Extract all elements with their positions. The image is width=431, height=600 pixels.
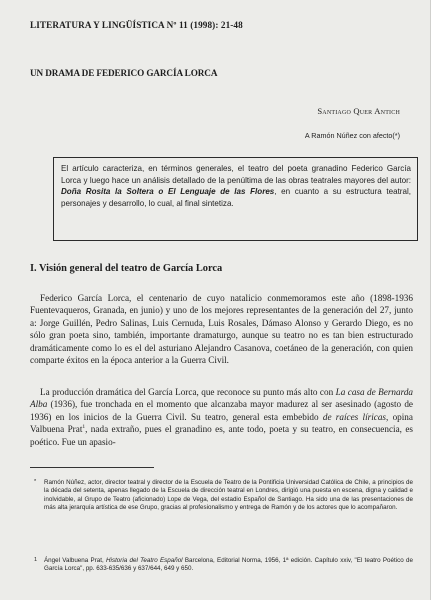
abstract-box: [53, 157, 418, 241]
footnote-1-author: Ángel Valbuena Prat,: [44, 557, 107, 564]
paragraph-2-text-d: , nada extraño, pues el granadino es, ante todo, poeta y su teatro, en consecuencia, es poético. Fue un apasio-: [30, 424, 413, 447]
article-title: UN DRAMA DE FEDERICO GARCÍA LORCA: [30, 68, 218, 78]
paragraph-2-quote: de raíces líricas: [322, 411, 386, 422]
footnote-1: [34, 557, 413, 574]
abstract-text-end: , en cuanto a su estructura teatral, personajes y desarrollo, lo cual, al final sintetiza.: [61, 187, 411, 208]
abstract-text-start: El artículo caracteriza, en términos generales, el teatro del poeta granadino Federico García Lorca y luego hace un análisis detallado de la penúltima de las obras teatrales mayores del autor:: [61, 164, 411, 185]
paragraph-2-text-a: La producción dramática del García Lorca, que reconoce su punto más alto con: [40, 387, 336, 397]
footnote-dedication-text: Ramón Núñez, actor, director teatral y director de la Escuela de Teatro de la Pontificia Universidad Católica de Chile, a principios de la década del setenta, apenas llegado de la Escuela de dirección teatral en Londres, dirigió una puesta en escena, digna y calidad e inolvidable, al Grupo de Teatro (aficionado) Lope de Vega, del estadio Español de Santiago. Ha sido una de las presentaciones de más alta jerarquía artística de ese Grupo, gracias al profesionalismo y entrega de Ramón y de los actores que lo acompañaron.: [44, 479, 413, 511]
abstract-work-title: Doña Rosita la Soltera o El Lenguaje de las Flores: [61, 187, 275, 197]
paragraph-2-text-b: (1936), fue tronchada en el momento que alcanzaba mayor madurez al ser asesinado (agosto de 1936) en los inicios de la Guerra Civil. Su teatro, general esta embebido: [30, 399, 413, 422]
body-paragraph-2: [30, 386, 413, 448]
footnote-1-work-title: Historia del Teatro Español: [106, 557, 183, 564]
footnote-separator: [30, 467, 154, 468]
dedication: [305, 131, 400, 140]
dedication-text: A Ramón Núñez con afecto: [304, 131, 393, 140]
footnote-reference-1: 1: [82, 424, 86, 431]
footnote-dedication: [34, 479, 413, 512]
paragraph-2-text-c: , opina Valbuena Prat: [30, 411, 413, 435]
author-name: Santiago Quer Antich: [317, 106, 400, 116]
footnote-1-details: Barcelona, Editorial Norma, 1956, 1ª edición. Capítulo xxiv, "El teatro Poético de García Lorca", pp. 633-635/636 y 637/644, 649 y 650.: [44, 557, 413, 573]
section-heading: I. Visión general del teatro de García Lorca: [30, 263, 223, 274]
paragraph-2-work-title: La casa de Bernarda Alba: [30, 387, 414, 410]
dedication-footnote-mark: (*): [392, 131, 400, 140]
footnote-mark-1: 1: [34, 557, 38, 563]
footnote-mark-asterisk: *: [34, 479, 37, 485]
running-head: LITERATURA Y LINGÜÍSTICA Nº 11 (1998): 21-48: [30, 20, 243, 30]
body-paragraph-1: Federico García Lorca, el centenario de cuyo natalicio conmemoramos este año (1898-1936 Fuentevaqueros, Granada, en junio) y uno de los mejores representantes de la generación del 27, junto a: Jorge Guillén, Pedro Salinas, Luis Cernuda, Luis Rosales, Dámaso Alonso y Gerardo Diego, es no sólo gran poeta sino, también, importante dramaturgo, aunque su teatro no es tan bien estructurado dramáticamente como lo es el del asturiano Alejandro Casanova, coetáneo de la generación, con quien comparte éxitos en la época anterior a la Guerra Civil.: [30, 293, 413, 366]
